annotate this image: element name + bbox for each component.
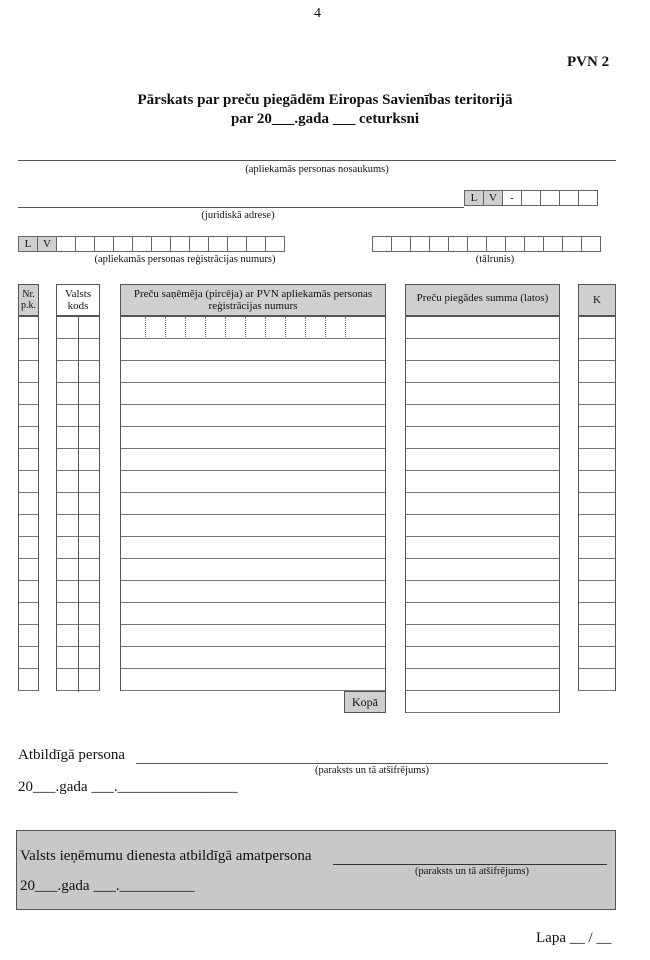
k-column[interactable]	[578, 316, 616, 691]
postal-box[interactable]	[559, 190, 579, 206]
table-row[interactable]	[19, 515, 38, 537]
char-divider	[345, 317, 346, 339]
table-row[interactable]	[19, 603, 38, 625]
table-row[interactable]	[406, 339, 559, 361]
table-row[interactable]	[121, 339, 385, 361]
postal-code-boxes[interactable]	[465, 190, 598, 206]
table-row[interactable]	[406, 449, 559, 471]
form-title-line1: Pārskats par preču piegādēm Eiropas Savienības teritorijā	[137, 92, 513, 108]
table-row[interactable]	[121, 427, 385, 449]
phone-box[interactable]	[391, 236, 411, 252]
postal-box[interactable]	[521, 190, 541, 206]
phone-box[interactable]	[429, 236, 449, 252]
table-row[interactable]	[406, 361, 559, 383]
table-row[interactable]	[19, 471, 38, 493]
table-row[interactable]	[406, 669, 559, 691]
char-divider	[305, 317, 306, 339]
table-row[interactable]	[406, 515, 559, 537]
tax-service-signature-caption: (paraksts un tā atšifrējums)	[414, 866, 529, 877]
char-divider	[225, 317, 226, 339]
postal-box-L: L	[464, 190, 484, 206]
table-row[interactable]	[579, 383, 615, 405]
table-row[interactable]	[579, 361, 615, 383]
table-row[interactable]	[579, 669, 615, 691]
caption-phone: (tālrunis)	[475, 254, 515, 265]
reg-box-V: V	[37, 236, 57, 252]
phone-box[interactable]	[410, 236, 430, 252]
phone-box[interactable]	[543, 236, 563, 252]
col-header-country: Valsts kods	[56, 284, 100, 316]
reg-box[interactable]	[208, 236, 228, 252]
phone-box[interactable]	[486, 236, 506, 252]
col-header-buyer: Preču saņēmēja (pircēja) ar PVN apliekamās personas reģistrācijas numurs	[120, 284, 386, 316]
table-row[interactable]	[406, 317, 559, 339]
table-row[interactable]	[579, 537, 615, 559]
table-row[interactable]	[121, 537, 385, 559]
table-row[interactable]	[406, 427, 559, 449]
phone-box[interactable]	[505, 236, 525, 252]
reg-box[interactable]	[56, 236, 76, 252]
table-row[interactable]	[121, 449, 385, 471]
page-number: 4	[314, 6, 321, 21]
table-row[interactable]	[19, 581, 38, 603]
table-row[interactable]	[579, 427, 615, 449]
table-row[interactable]	[19, 405, 38, 427]
table-row[interactable]	[579, 339, 615, 361]
buyer-column[interactable]	[120, 316, 386, 691]
reg-box[interactable]	[170, 236, 190, 252]
char-divider	[325, 317, 326, 339]
table-row[interactable]	[579, 493, 615, 515]
table-row[interactable]	[121, 383, 385, 405]
table-row[interactable]	[579, 449, 615, 471]
table-row[interactable]	[406, 471, 559, 493]
table-row[interactable]	[121, 581, 385, 603]
table-row[interactable]	[19, 493, 38, 515]
reg-box[interactable]	[265, 236, 285, 252]
table-row[interactable]	[406, 625, 559, 647]
table-row[interactable]	[121, 647, 385, 669]
table-row[interactable]	[19, 339, 38, 361]
form-title-line2: par 20___.gada ___ ceturksni	[230, 111, 420, 127]
char-divider	[165, 317, 166, 339]
phone-box[interactable]	[372, 236, 392, 252]
reg-number-boxes[interactable]	[19, 236, 285, 252]
responsible-date[interactable]: 20___.gada ___.________________	[18, 779, 238, 795]
legal-address-line[interactable]	[18, 207, 464, 208]
table-row[interactable]	[579, 515, 615, 537]
table-row[interactable]	[406, 647, 559, 669]
table-row[interactable]	[121, 559, 385, 581]
reg-box[interactable]	[75, 236, 95, 252]
table-row[interactable]	[579, 317, 615, 339]
reg-box[interactable]	[227, 236, 247, 252]
table-row[interactable]	[406, 383, 559, 405]
total-label: Kopā	[344, 691, 386, 713]
responsible-signature-line[interactable]	[136, 763, 608, 764]
country-divider	[78, 317, 79, 692]
table-row[interactable]	[19, 317, 38, 339]
table-row[interactable]	[406, 581, 559, 603]
col-header-nr: Nr. p.k.	[18, 284, 39, 316]
country-column[interactable]	[56, 316, 100, 691]
reg-box[interactable]	[132, 236, 152, 252]
table-row[interactable]	[406, 405, 559, 427]
amount-column[interactable]	[405, 316, 560, 713]
table-row[interactable]	[19, 669, 38, 691]
reg-box[interactable]	[189, 236, 209, 252]
table-row[interactable]	[121, 405, 385, 427]
tax-service-date[interactable]: 20___.gada ___.__________	[20, 878, 195, 894]
col-header-amount: Preču piegādes summa (latos)	[405, 284, 560, 316]
char-divider	[285, 317, 286, 339]
phone-boxes[interactable]	[373, 236, 601, 252]
page-counter: Lapa __ / __	[536, 930, 612, 946]
reg-box[interactable]	[246, 236, 266, 252]
table-row[interactable]	[579, 471, 615, 493]
table-row[interactable]	[121, 515, 385, 537]
phone-box[interactable]	[581, 236, 601, 252]
form-code: PVN 2	[567, 54, 610, 70]
table-row[interactable]	[121, 603, 385, 625]
table-row[interactable]	[579, 625, 615, 647]
table-row[interactable]	[406, 493, 559, 515]
table-row[interactable]	[579, 405, 615, 427]
tax-service-signature-line[interactable]	[333, 864, 607, 865]
table-row[interactable]	[579, 603, 615, 625]
col-header-k: K	[578, 284, 616, 316]
char-divider	[245, 317, 246, 339]
postal-box[interactable]	[540, 190, 560, 206]
table-row[interactable]	[19, 625, 38, 647]
table-row[interactable]	[121, 471, 385, 493]
table-row[interactable]	[19, 559, 38, 581]
table-row[interactable]	[19, 383, 38, 405]
phone-box[interactable]	[467, 236, 487, 252]
table-row[interactable]	[19, 537, 38, 559]
table-row[interactable]	[406, 559, 559, 581]
table-row[interactable]	[19, 361, 38, 383]
char-divider	[265, 317, 266, 339]
phone-box[interactable]	[448, 236, 468, 252]
tax-service-label: Valsts ieņēmumu dienesta atbildīgā amatpersona	[20, 848, 312, 864]
table-row[interactable]	[406, 603, 559, 625]
responsible-signature-caption: (paraksts un tā atšifrējums)	[314, 765, 429, 776]
table-row[interactable]	[19, 427, 38, 449]
nr-column[interactable]	[18, 316, 39, 691]
phone-box[interactable]	[524, 236, 544, 252]
postal-box[interactable]	[578, 190, 598, 206]
table-row[interactable]	[579, 581, 615, 603]
phone-box[interactable]	[562, 236, 582, 252]
char-divider	[205, 317, 206, 339]
table-row[interactable]	[121, 625, 385, 647]
tax-service-box	[16, 830, 616, 910]
table-row[interactable]	[19, 647, 38, 669]
table-row[interactable]	[406, 691, 559, 713]
table-row[interactable]	[579, 559, 615, 581]
reg-box[interactable]	[113, 236, 133, 252]
caption-legal-address: (juridiskā adrese)	[201, 210, 275, 221]
table-row[interactable]	[121, 361, 385, 383]
table-row[interactable]	[19, 449, 38, 471]
table-row[interactable]	[121, 669, 385, 691]
responsible-person-label: Atbildīgā persona	[18, 747, 126, 763]
caption-reg-number: (apliekamās personas reģistrācijas numurs)	[94, 254, 276, 265]
reg-box[interactable]	[151, 236, 171, 252]
reg-box[interactable]	[94, 236, 114, 252]
postal-box-dash: -	[502, 190, 522, 206]
postal-box-V: V	[483, 190, 503, 206]
taxpayer-name-line[interactable]	[18, 160, 616, 161]
table-row[interactable]	[121, 493, 385, 515]
char-divider	[185, 317, 186, 339]
caption-taxpayer-name: (apliekamās personas nosaukums)	[245, 164, 389, 175]
table-row[interactable]	[579, 647, 615, 669]
char-divider	[145, 317, 146, 339]
table-row[interactable]	[406, 537, 559, 559]
reg-box-L: L	[18, 236, 38, 252]
